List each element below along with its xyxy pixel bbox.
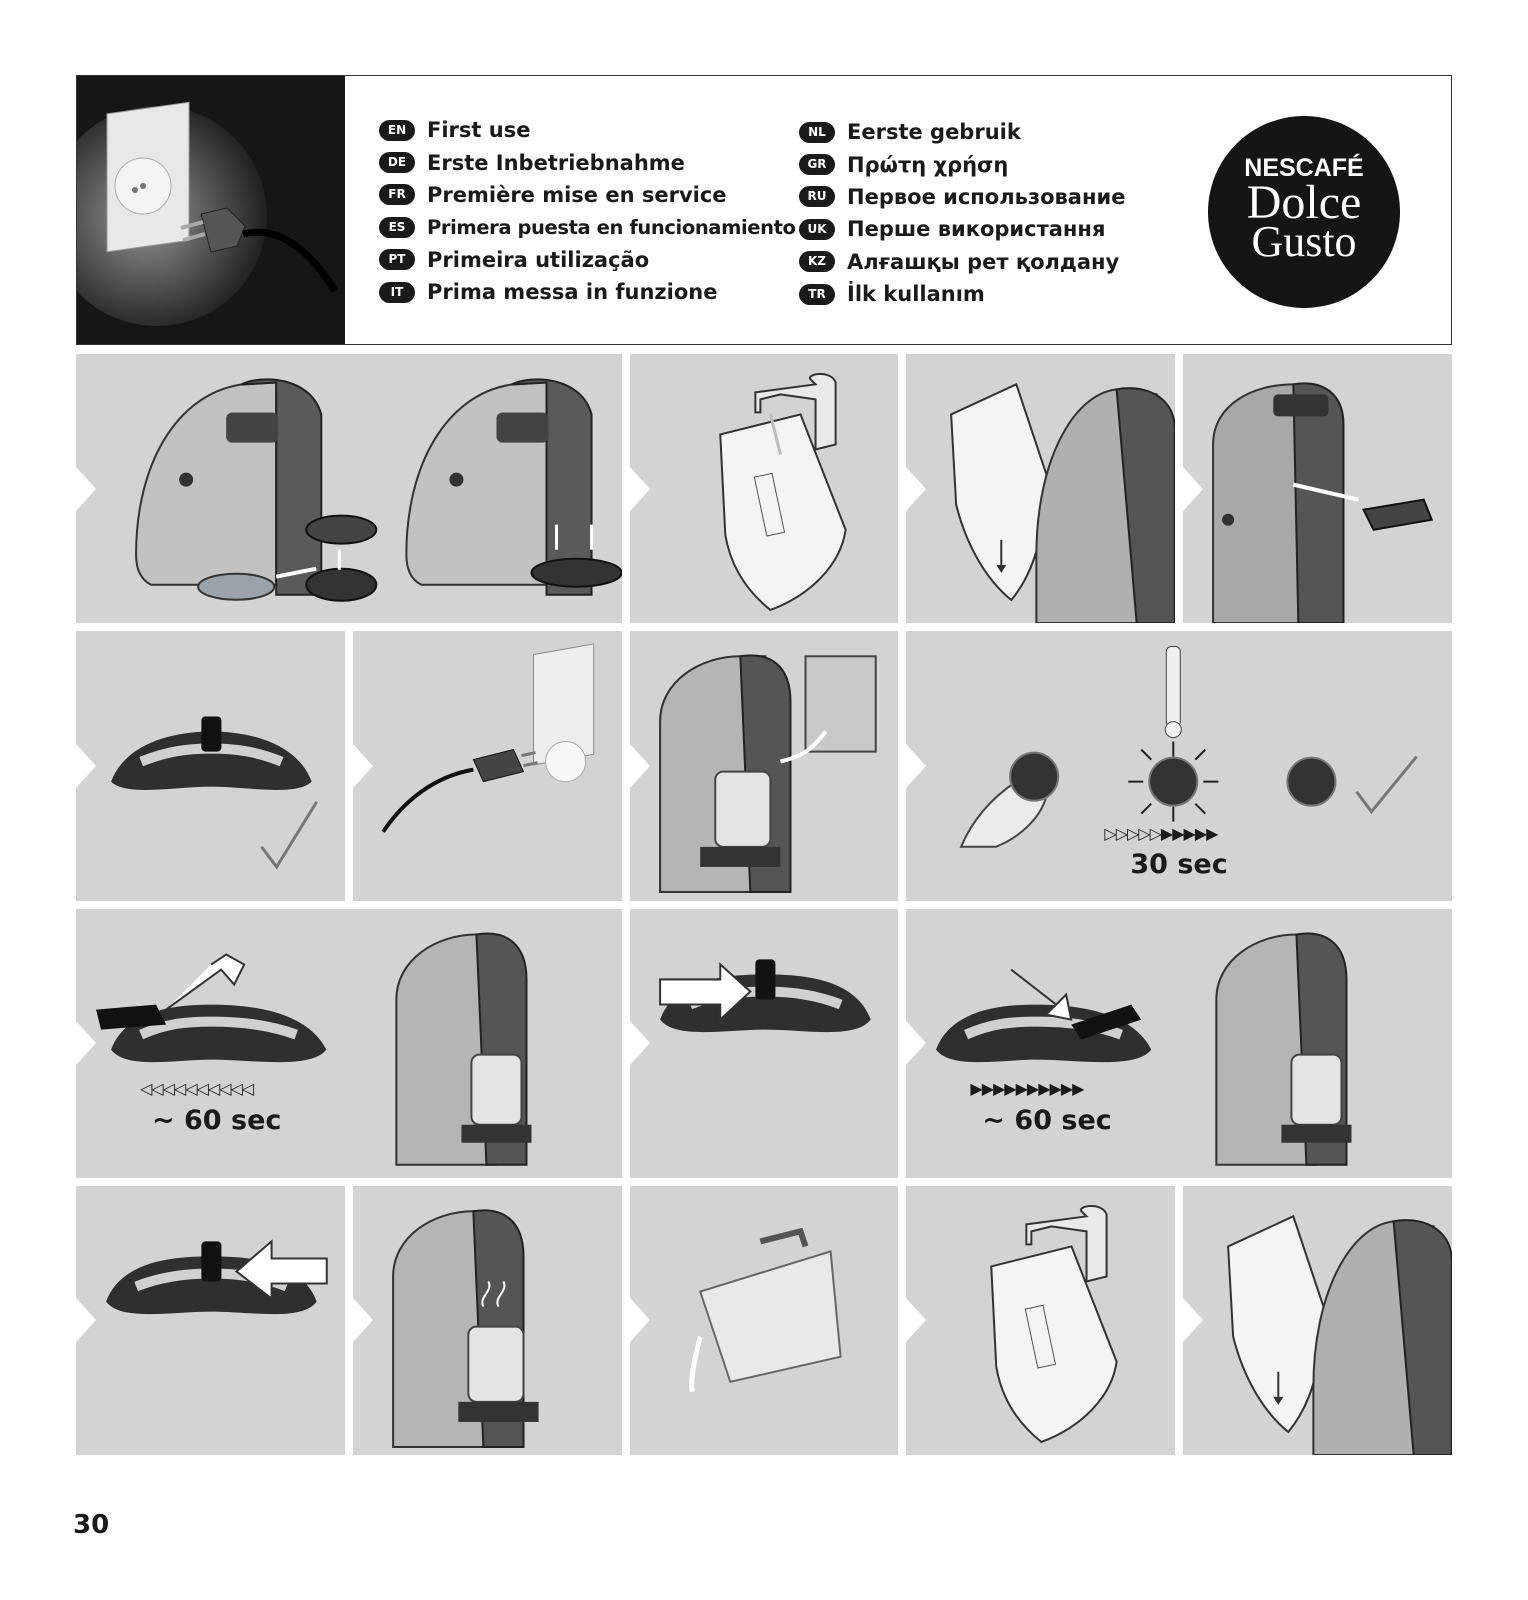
logo-line1-text: Dolce xyxy=(1246,176,1362,229)
heating-light-icon xyxy=(1129,742,1219,822)
rinse-tank-under-tap-icon xyxy=(630,354,899,623)
lang-badge: IT xyxy=(379,282,415,303)
cupboard-icon xyxy=(805,657,875,752)
title-text: Primera puesta en funcionamiento xyxy=(427,215,796,239)
step-panel-plug-in xyxy=(353,631,622,900)
title-text: Алғашқы рет қолдану xyxy=(847,249,1120,274)
title-uk xyxy=(799,213,1125,245)
thermometer-icon xyxy=(1167,647,1181,727)
lang-badge: RU xyxy=(799,186,835,207)
lever-hot-flow-icon xyxy=(906,909,1452,1178)
lang-badge: FR xyxy=(379,184,415,205)
lever-neutral-icon xyxy=(76,631,345,900)
lang-badge: EN xyxy=(379,120,415,141)
machine-drip-tray-icon xyxy=(76,354,622,623)
step-panel-insert-tank xyxy=(906,354,1175,623)
title-text: İlk kullanım xyxy=(847,282,985,307)
title-en xyxy=(379,114,796,146)
step-panel-water-flow-2 xyxy=(906,909,1452,1178)
plug-in-icon xyxy=(353,631,622,900)
title-kz xyxy=(799,246,1125,278)
lang-badge: GR xyxy=(799,154,835,175)
lang-badge: NL xyxy=(799,122,835,143)
title-text: Prima messa in funzione xyxy=(427,280,718,305)
step-panel-empty-water xyxy=(630,1186,899,1455)
logo-icon xyxy=(1206,114,1402,310)
lever-back-stop-icon xyxy=(76,1186,345,1455)
title-it xyxy=(379,276,796,308)
check-mark-icon xyxy=(1357,757,1417,812)
ready-power-icon xyxy=(1288,758,1336,806)
step-panel-capsule-holder xyxy=(1183,354,1452,623)
step-panel-rinse-tank xyxy=(630,354,899,623)
power-button-icon xyxy=(1011,753,1059,801)
lang-badge: ES xyxy=(379,217,415,238)
step-panel-cup-under xyxy=(630,631,899,900)
title-text: Primeira utilização xyxy=(427,247,650,272)
page-number: 30 xyxy=(73,1510,110,1540)
title-text: Πρώτη χρήση xyxy=(847,152,1009,177)
pour-out-jug-icon xyxy=(630,1186,899,1455)
step-panel-drip-tray xyxy=(76,354,622,623)
title-text: Erste Inbetriebnahme xyxy=(427,150,685,175)
step-panel-rinse-tank-2 xyxy=(906,1186,1175,1455)
title-list-left xyxy=(379,114,796,308)
heat-timer-label: 30 sec xyxy=(1130,849,1228,881)
step-panel-lever-check xyxy=(76,631,345,900)
header-box xyxy=(76,75,1452,345)
remove-cup-icon xyxy=(353,1186,622,1455)
title-text: Première mise en service xyxy=(427,182,727,207)
flow-timer-label: ~ 60 sec xyxy=(982,1104,1112,1136)
lang-badge: PT xyxy=(379,249,415,270)
capsule-holder-icon xyxy=(1183,354,1452,623)
check-mark-icon xyxy=(262,802,317,867)
title-fr xyxy=(379,179,796,211)
step-panel-stop-2 xyxy=(76,1186,345,1455)
step-panel-power-on xyxy=(906,631,1452,900)
logo-brand-text: NESCAFÉ xyxy=(1244,154,1364,182)
timer-chevrons: ▶▶▶▶▶▶▶▶▶▶ xyxy=(970,1078,1084,1098)
timer-chevrons: ◁◁◁◁◁◁◁◁◁◁ xyxy=(140,1078,254,1098)
step-panel-water-flow-1 xyxy=(76,909,622,1178)
title-text: Перше використання xyxy=(847,217,1106,242)
title-ru xyxy=(799,181,1125,213)
lang-badge: KZ xyxy=(799,251,835,272)
step-panel-stop-1 xyxy=(630,909,899,1178)
timer-chevrons: ▷▷▷▷▷▶▶▶▶▶ xyxy=(1104,824,1218,844)
lever-cold-flow-icon xyxy=(76,909,622,1178)
title-pt xyxy=(379,244,796,276)
insert-tank-icon xyxy=(906,354,1175,623)
flow-timer-label: ~ 60 sec xyxy=(152,1104,282,1136)
steps-grid xyxy=(76,354,1452,1455)
title-es xyxy=(379,211,796,243)
title-text: Первое использование xyxy=(847,184,1126,209)
title-de xyxy=(379,146,796,178)
step-panel-remove-cup xyxy=(353,1186,622,1455)
dolce-gusto-logo xyxy=(1206,114,1402,310)
insert-tank-icon xyxy=(1183,1186,1452,1455)
title-list-right xyxy=(799,116,1125,310)
lang-badge: UK xyxy=(799,219,835,240)
title-gr xyxy=(799,148,1125,180)
lang-badge: DE xyxy=(379,152,415,173)
step-panel-reinsert-tank xyxy=(1183,1186,1452,1455)
title-tr xyxy=(799,278,1125,310)
rinse-tank-under-tap-icon xyxy=(906,1186,1175,1455)
lever-stop-icon xyxy=(630,909,899,1178)
machine-cup-icon xyxy=(630,631,899,900)
logo-line2-text: Gusto xyxy=(1251,217,1357,266)
plug-socket-icon xyxy=(77,76,345,344)
title-text: First use xyxy=(427,118,531,143)
lang-badge: TR xyxy=(799,284,835,305)
plug-socket-illustration xyxy=(77,76,345,344)
title-nl xyxy=(799,116,1125,148)
title-text: Eerste gebruik xyxy=(847,120,1021,145)
